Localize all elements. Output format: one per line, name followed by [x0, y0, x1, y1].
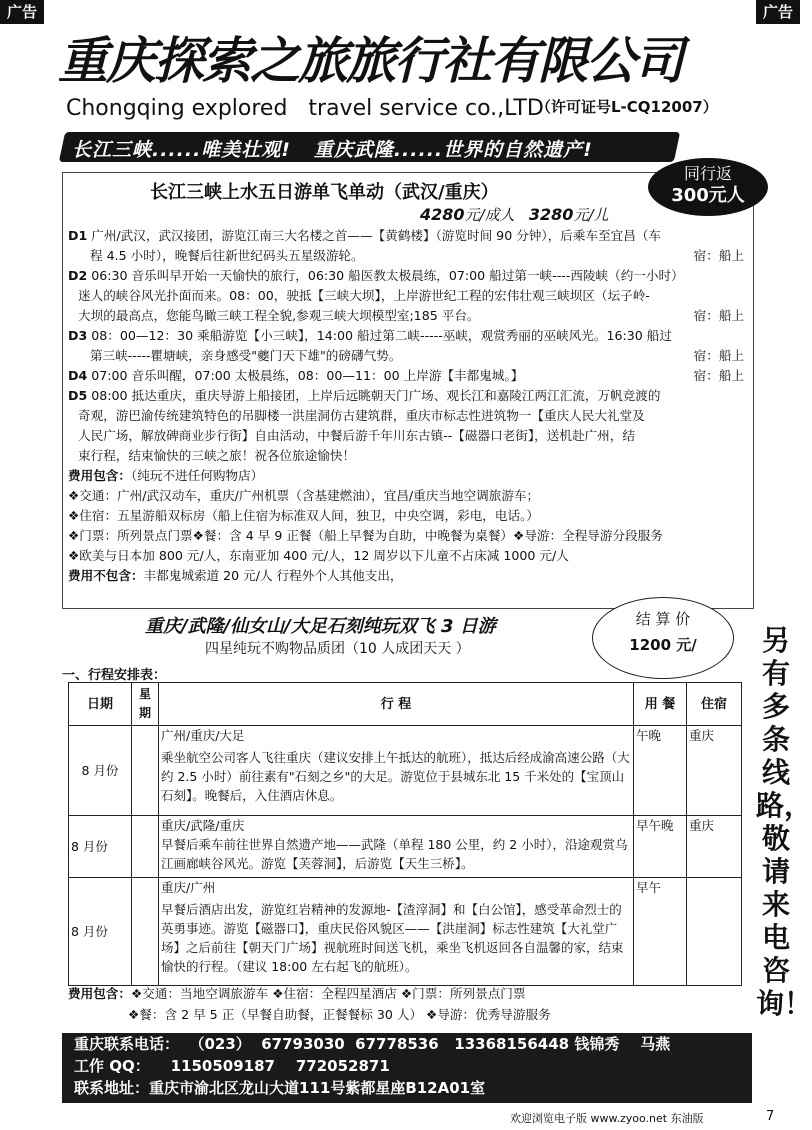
- day-item: [68, 366, 744, 386]
- day-line: 06:30 音乐叫早开始一天愉快的旅行，06:30 船医教太极晨练，07:00 船过第一峡----西陵峡（约一小时）: [91, 268, 684, 283]
- tour2-heading: 重庆/武隆/仙女山/大足石刻纯玩双飞 3 日游: [145, 616, 496, 637]
- day-stay: 宿：船上: [693, 368, 744, 383]
- slogan-text: 长江三峡......唯美壮观! 重庆武隆......世界的自然遗产!: [72, 139, 593, 161]
- table-row: [69, 816, 742, 878]
- day-line: 第三峡-----瞿塘峡，亲身感受"夔门天下雄"的磅礴气势。: [90, 348, 402, 363]
- child-unit: 元/儿: [573, 206, 609, 224]
- day-line: 束行程，结束愉快的三峡之旅！祝各位旅途愉快！: [78, 448, 356, 463]
- fee-excluded-text: 丰都鬼城索道 20 元/人 行程外个人其他支出，: [143, 568, 403, 583]
- day-line: 广州/武汉，武汉接团，游览江南三大名楼之首——【黄鹤楼】（游览时间 90 分钟），后乘车至宜昌（车: [91, 228, 662, 243]
- settlement-label: 结 算 价: [635, 610, 691, 628]
- adult-unit: 元/成人: [464, 206, 515, 224]
- day-item: [68, 266, 744, 326]
- row-weekday: [132, 816, 159, 878]
- row-route: 广州/重庆/大足: [161, 728, 245, 743]
- rebate-badge: [648, 158, 768, 216]
- header-date: 日期: [69, 683, 132, 726]
- child-price: 3280: [528, 205, 574, 224]
- day-item: [68, 326, 744, 366]
- rebate-line1: 同行返: [683, 164, 732, 183]
- row-weekday: [132, 726, 159, 816]
- tour1-price: [420, 204, 609, 225]
- header-weekday: 星期: [132, 683, 159, 726]
- day-item: [68, 226, 744, 266]
- tour1-itinerary: [68, 226, 744, 586]
- day-label: D3: [68, 328, 88, 343]
- day-line: 奇观，游巴渝传统建筑特色的吊脚楼一洪崖洞仿古建筑群，重庆市标志性进筑物一【重庆人民大礼堂及: [78, 408, 645, 423]
- day-line: 大坝的最高点，您能鸟瞰三峡工程全貌,参观三峡大坝模型室;185 平台。: [78, 308, 480, 323]
- day-item: [68, 386, 744, 466]
- fee-excluded-label: 费用不包含：: [68, 568, 144, 583]
- row-meal: 早午晚: [634, 816, 687, 878]
- row-weekday: [132, 878, 159, 986]
- header-route: 行 程: [159, 683, 634, 726]
- row-route: 重庆/广州: [161, 880, 216, 895]
- fee-item: ❖住宿：五星游船双标房（船上住宿为标准双人间，独卫，中央空调，彩电，电话。）: [68, 508, 539, 523]
- header-stay: 住宿: [687, 683, 742, 726]
- ad-tag-left: 广告: [0, 0, 44, 24]
- row-stay: [687, 878, 742, 986]
- tour2-fee-label: 费用包含：: [68, 986, 131, 1001]
- side-note: 另有多条线路，敬请来电咨询！: [756, 624, 812, 1020]
- schedule-table: [68, 682, 742, 986]
- day-stay: 宿：船上: [693, 308, 744, 323]
- adult-price: 4280: [420, 205, 465, 224]
- day-stay: 宿：船上: [693, 348, 744, 363]
- table-header-row: [69, 683, 742, 726]
- tour2-fee-text1: ❖交通：当地空调旅游车 ❖住宿：全程四星酒店 ❖门票：所列景点门票: [130, 986, 526, 1001]
- row-meal: 午晚: [634, 726, 687, 816]
- row-plan: [159, 878, 634, 986]
- contact-footer: [62, 1033, 752, 1103]
- settlement-price: 1200 元/: [629, 636, 697, 654]
- fee-included-label: 费用包含：: [68, 468, 131, 483]
- contact-address: 联系地址：重庆市渝北区龙山大道111号紫都星座B12A01室: [74, 1079, 486, 1097]
- day-line: 07:00 音乐叫醒，07:00 太极晨练，08：00—11：00 上岸游【丰都鬼城。】: [91, 368, 524, 383]
- fee-item: ❖门票：所列景点门票❖餐：含 4 早 9 正餐（船上早餐为自助，中晚餐为桌餐）❖导游：全程导游分段服务: [68, 528, 663, 543]
- tour2-fee-line2: ❖餐：含 2 早 5 正（早餐自助餐，正餐餐标 30 人） ❖导游：优秀导游服务: [128, 1007, 551, 1022]
- day-line: 08:00 抵达重庆，重庆导游上船接团，上岸后远眺朝天门广场、观长江和嘉陵江两江汇流，万帆竞渡的: [91, 388, 661, 403]
- fee-included-note: （纯玩不进任何购物店）: [130, 468, 264, 483]
- fee-excluded: [68, 566, 744, 586]
- schedule-label: 一、行程安排表：: [62, 668, 167, 683]
- contact-phone: 重庆联系电话： （023） 67793030 67778536 13368156448 钱锦秀 马燕: [74, 1035, 671, 1053]
- row-plan: [159, 816, 634, 878]
- contact-qq: 工作 QQ： 1150509187 772052871: [74, 1057, 390, 1075]
- table-row: [69, 878, 742, 986]
- fee-included: [68, 466, 744, 486]
- day-label: D5: [68, 388, 88, 403]
- day-label: D4: [68, 368, 88, 383]
- day-line: 08：00—12：30 乘船游览【小三峡】，14:00 船过第二峡-----巫峡，观赏秀丽的巫峡风光。16:30 船过: [91, 328, 672, 343]
- row-desc: 早餐后乘车前往世界自然遗产地——武隆（单程 180 公里，约 2 小时），沿途观赏乌江画廊峡谷风光。游览【芙蓉洞】，后游览【天生三桥】。: [161, 837, 628, 871]
- settlement-price-badge: [592, 597, 734, 679]
- ad-tag-right: 广告: [756, 0, 800, 24]
- fee-item: ❖交通：广州/武汉动车，重庆/广州机票（含基建燃油），宜昌/重庆当地空调旅游车；: [68, 488, 540, 503]
- day-label: D2: [68, 268, 88, 283]
- bottom-note: 欢迎浏览电子版 www.zyoo.net 东油版: [510, 1112, 704, 1125]
- table-row: [69, 726, 742, 816]
- row-plan: [159, 726, 634, 816]
- row-meal: 早午: [634, 878, 687, 986]
- license-number: （许可证号L-CQ12007）: [536, 98, 718, 116]
- header-meal: 用 餐: [634, 683, 687, 726]
- row-stay: 重庆: [687, 726, 742, 816]
- row-desc: 早餐后酒店出发，游览红岩精神的发源地-【渣滓洞】和【白公馆】，感受革命烈士的英勇事迹。游览【磁器口】，重庆民俗风貌区——【洪崖洞】标志性建筑【大礼堂广场】之后前往【朝天门广场】视航班时间送飞机，乘坐飞机返回各自温馨的家，结束愉快的行程。（建议 18:00 左右起飞的航班）。: [161, 902, 624, 974]
- tour2-fee-line1: [68, 984, 525, 1004]
- day-line: 人民广场，解放碑商业步行街】自由活动，中餐后游千年川东古镇--【磁器口老街】，送机赴广州，结: [78, 428, 635, 443]
- day-line: 程 4.5 小时），晚餐后往新世纪码头五星级游轮。: [90, 248, 364, 263]
- tour1-heading: 长江三峡上水五日游单飞单动（武汉/重庆）: [150, 182, 499, 203]
- company-title: 重庆探索之旅旅行社有限公司: [58, 32, 682, 90]
- day-line: 迷人的峡谷风光扑面而来。08：00，驶抵【三峡大坝】，上岸游世纪工程的宏伟壮观三峡坝区（坛子岭-: [78, 288, 650, 303]
- page-number: 7: [766, 1109, 775, 1124]
- day-stay: 宿：船上: [693, 248, 744, 263]
- row-stay: 重庆: [687, 816, 742, 878]
- row-date: 8 月份: [69, 726, 132, 816]
- tour2-subtitle: 四星纯玩不购物品质团（10 人成团天天 ）: [205, 641, 470, 657]
- company-en-title: Chongqing explored travel service co.,LTD: [66, 96, 544, 121]
- row-route: 重庆/武隆/重庆: [161, 818, 245, 833]
- row-date: 8 月份: [69, 816, 132, 878]
- rebate-line2: 300元人: [671, 185, 745, 206]
- row-date: 8 月份: [69, 878, 132, 986]
- row-desc: 乘坐航空公司客人飞往重庆（建议安排上午抵达的航班），抵达后经成渝高速公路（大约 2.5 小时）前往素有"石刻之乡"的大足。游览位于县城东北 15 千米处的【宝顶山石刻】。晚餐后，入住酒店休息。: [161, 750, 630, 803]
- fee-item: ❖欧美与日本加 800 元/人，东南亚加 400 元/人，12 周岁以下儿童不占床减 1000 元/人: [68, 548, 569, 563]
- day-label: D1: [68, 228, 88, 243]
